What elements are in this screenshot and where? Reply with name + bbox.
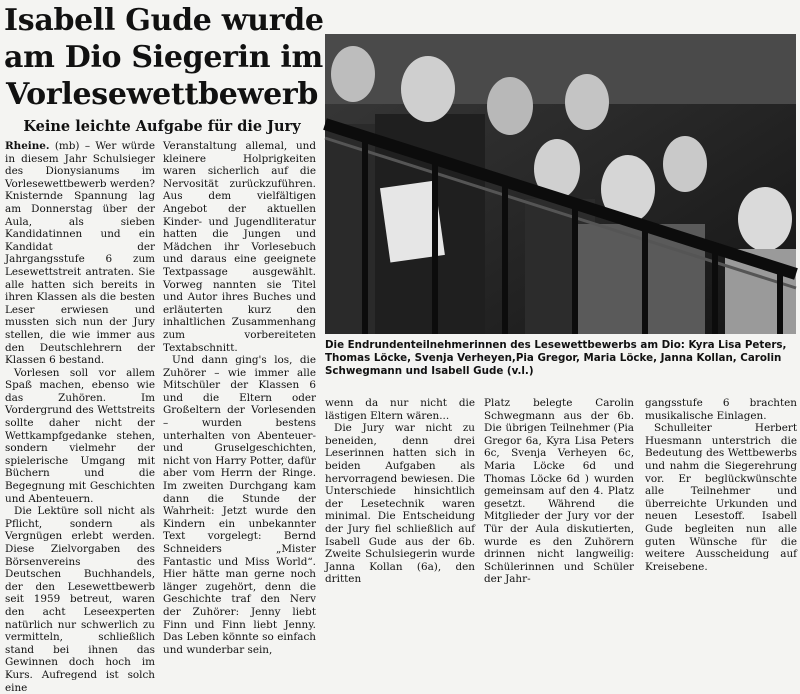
headline-line: am Dio Siegerin im xyxy=(4,40,323,75)
group-photo-image xyxy=(325,34,796,334)
paragraph: Veranstaltung allemal, und kleinere Holprigkeiten waren sicherlich auf die Nervosität zurückzuführen. Aus dem vielfältigen Angebot der aktuellen Kinder- und Jugendliteratur hatten die Jungen und Mädchen ihr Vorlesebuch und daraus eine geeignete Textpassage ausgewählt. Vorweg nannten sie Titel und Autor ihres Buches und erläuterten kurz den inhaltlichen Zusammenhang zum vorbereiteten Textabschnitt. xyxy=(163,140,316,354)
paragraph: wenn da nur nicht die lästigen Eltern wären... xyxy=(325,397,475,422)
paragraph: Und dann ging's los, die Zuhörer – wie immer alle Mitschüler der Klassen 6 und die Eltern oder Großeltern der Vorlesenden – wurden bestens unterhalten von Abenteuer- und Gruselgeschichten, nicht von Harry Potter, dafür aber vom Herrn der Ringe. Im zweiten Durchgang kam dann die Stunde der Wahrheit: Jetzt wurde den Kindern ein unbekannter Text vorgelegt: Bernd Schneiders „Mister Fantastic und Miss World“. Hier hätte man gerne noch länger zugehört, denn die Geschichte traf den Nerv der Zuhörer: Jenny liebt Finn und Finn liebt Jenny. Das Leben könnte so einfach und wunderbar sein, xyxy=(163,354,316,656)
paragraph-text: (mb) – Wer würde in diesem Jahr Schulsieger des Dionysianums im Vorlesewettbewerb werden? Knisternde Spannung lag am Donnerstag über der Aula, als sieben Kandidatinnen und ein Kandidat der Jahrgangsstufe 6 zum Lesewettstreit antraten. Sie alle hatten sich bereits in ihren Klassen als die besten Leser erwiesen und mussten sich nun der Jury stellen, die wie immer aus den Deutschlehrern der Klassen 6 bestand. xyxy=(5,140,155,367)
article-column-5 xyxy=(645,397,797,573)
article-column-2 xyxy=(163,140,316,656)
subheadline: Keine leichte Aufgabe für die Jury xyxy=(23,118,301,135)
paragraph: Schulleiter Herbert Huesmann unterstrich die Bedeutung des Wettbewerbs und nahm die Siegerehrung vor. Er beglückwünschte alle Teilnehmer und überreichte Urkunden und neuen Lesestoff. Isabell Gude begleiten nun alle guten Wünsche für die weitere Ausscheidung auf Kreisebene. xyxy=(645,422,797,573)
photo-caption: Die Endrundenteilnehmerinnen des Lesewettbewerbs am Dio: Kyra Lisa Peters, Thomas Löcke, Svenja Verheyen,Pia Gregor, Maria Löcke, Janna Kollan, Carolin Schwegmann und Isabell Gude (v.l.) xyxy=(325,339,787,377)
headline xyxy=(4,2,324,113)
article-column-1 xyxy=(5,140,155,694)
headline-line: Isabell Gude wurde xyxy=(4,3,324,38)
paragraph: Vorlesen soll vor allem Spaß machen, ebenso wie das Zuhören. Im Vordergrund des Wettstreits sollte daher nicht der Wettkampfgedanke stehen, sondern vielmehr der spielerische Umgang mit Büchern und die Begegnung mit Geschichten und Abenteuern. xyxy=(5,366,155,505)
article-column-4 xyxy=(484,397,634,586)
paragraph xyxy=(5,140,155,367)
paragraph: gangsstufe 6 brachten musikalische Einlagen. xyxy=(645,397,797,422)
headline-line: Vorlesewettbewerb xyxy=(5,77,319,112)
paragraph: Die Jury war nicht zu beneiden, denn drei Leserinnen hatten sich in beiden Aufgaben als hervorragend bewiesen. Die Unterschiede hinsichtlich der Lesetechnik waren minimal. Die Entscheidung der Jury fiel schließlich auf Isabell Gude aus der 6b. Zweite Schulsiegerin wurde Janna Kollan (6a), den dritten xyxy=(325,422,475,586)
article-column-3 xyxy=(325,397,475,586)
paragraph: Die Lektüre soll nicht als Pflicht, sondern als Vergnügen erlebt werden. Diese Zielvorgaben des Börsenvereins des Deutschen Buchhandels, der den Lesewettbewerb seit 1959 betreut, waren den acht Leseexperten natürlich nur schwerlich zu vermitteln, schließlich stand bei ihnen das Gewinnen doch hoch im Kurs. Aufregend ist solch eine xyxy=(5,505,155,694)
paragraph: Platz belegte Carolin Schwegmann aus der 6b. Die übrigen Teilnehmer (Pia Gregor 6a, Kyra Lisa Peters 6c, Svenja Verheyen 6c, Maria Löcke 6d und Thomas Löcke 6d ) wurden gemeinsam auf den 4. Platz gesetzt. Während die Mitglieder der Jury vor der Tür der Aula diskutierten, wurde es den Zuhörern drinnen nicht langweilig: Schülerinnen und Schüler der Jahr- xyxy=(484,397,634,586)
group-photo xyxy=(325,34,796,334)
dateline: Rheine. xyxy=(5,140,50,152)
